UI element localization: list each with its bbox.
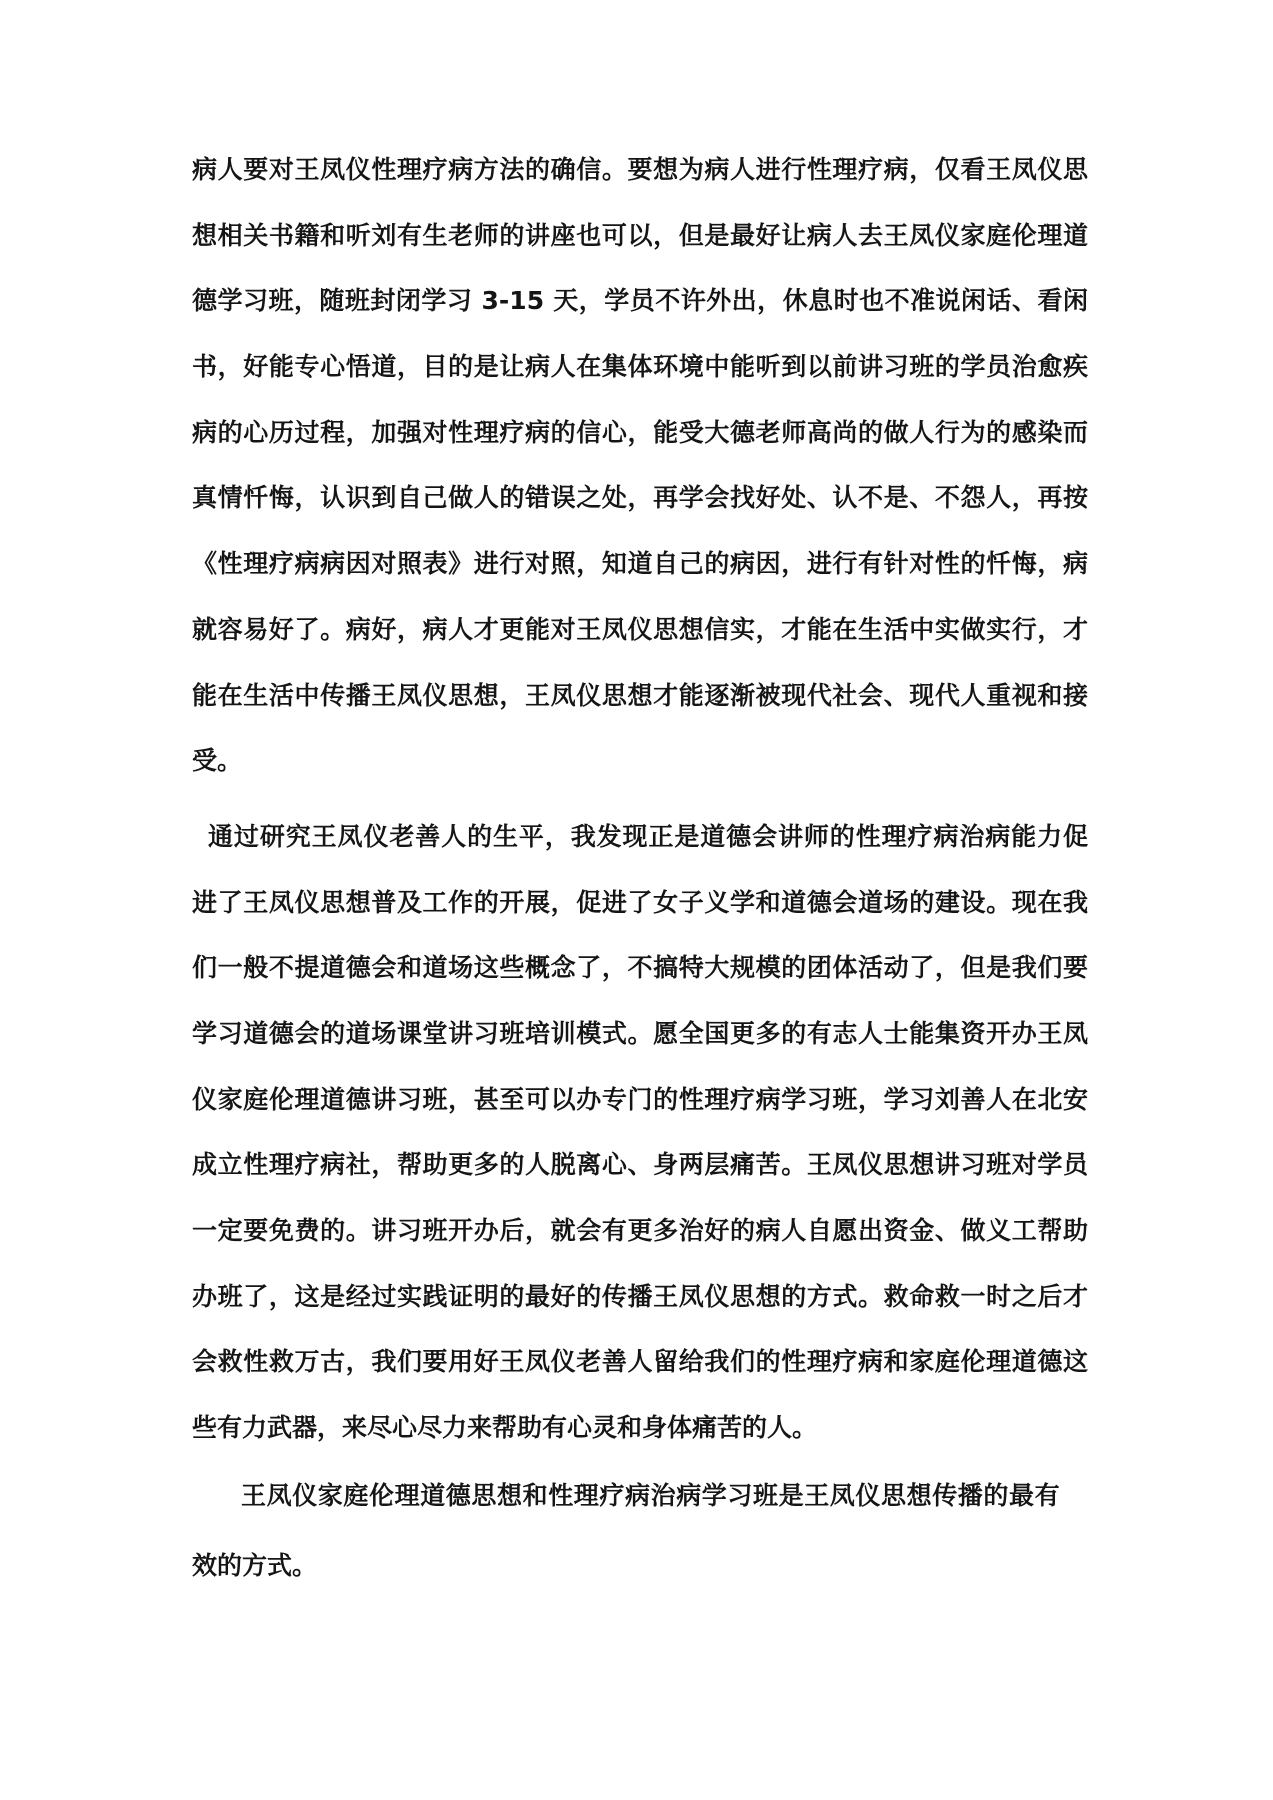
text-line: 仪家庭伦理道德讲习班，甚至可以办专门的性理疗病学习班，学习刘善人在北安 bbox=[192, 1084, 1088, 1114]
paragraph-3 bbox=[192, 1461, 1088, 1601]
text-line: 病人要对王凤仪性理疗病方法的确信。要想为病人进行性理疗病，仅看王凤仪思 bbox=[192, 155, 1088, 184]
text-line: 们一般不提道德会和道场这些概念了，不搞特大规模的团体活动了，但是我们要 bbox=[192, 953, 1088, 983]
paragraph-2 bbox=[192, 804, 1088, 1461]
text-line: 就容易好了。病好，病人才更能对王凤仪思想信实，才能在生活中实做实行，才 bbox=[192, 614, 1088, 644]
text-line: 办班了，这是经过实践证明的最好的传播王凤仪思想的方式。救命救一时之后才 bbox=[192, 1281, 1088, 1311]
document-body bbox=[192, 137, 1088, 1601]
text-line: 学习道德会的道场课堂讲习班培训模式。愿全国更多的有志人士能集资开办王凤 bbox=[192, 1018, 1088, 1048]
text-line: 进了王凤仪思想普及工作的开展，促进了女子义学和道德会道场的建设。现在我 bbox=[192, 887, 1088, 917]
text-line: 会救性救万古，我们要用好王凤仪老善人留给我们的性理疗病和家庭伦理道德这 bbox=[192, 1347, 1088, 1377]
text-line: 真情忏悔，认识到自己做人的错误之处，再学会找好处、认不是、不怨人，再按 bbox=[192, 483, 1088, 513]
text-line: 效的方式。 bbox=[192, 1550, 318, 1580]
text-line: 一定要免费的。讲习班开办后，就会有更多治好的病人自愿出资金、做义工帮助 bbox=[192, 1216, 1088, 1245]
text-line: 通过研究王凤仪老善人的生平，我发现正是道德会讲师的性理疗病治病能力促 bbox=[208, 821, 1088, 851]
text-line: 受。 bbox=[192, 746, 243, 776]
text-line: 能在生活中传播王凤仪思想，王凤仪思想才能逐渐被现代社会、现代人重视和接 bbox=[192, 680, 1088, 710]
text-line: 成立性理疗病社，帮助更多的人脱离心、身两层痛苦。王凤仪思想讲习班对学员 bbox=[192, 1150, 1088, 1180]
text-line: 想相关书籍和听刘有生老师的讲座也可以，但是最好让病人去王凤仪家庭伦理道 bbox=[192, 220, 1088, 250]
text-line: 德学习班，随班封闭学习 3-15 天，学员不许外出，休息时也不准说闲话、看闲 bbox=[192, 286, 1088, 316]
text-line: 书，好能专心悟道，目的是让病人在集体环境中能听到以前讲习班的学员治愈疾 bbox=[192, 352, 1088, 382]
text-line: 些有力武器，来尽心尽力来帮助有心灵和身体痛苦的人。 bbox=[192, 1413, 818, 1443]
paragraph-1 bbox=[192, 137, 1088, 794]
text-line: 《性理疗病病因对照表》进行对照，知道自己的病因，进行有针对性的忏悔，病 bbox=[192, 549, 1088, 579]
text-line: 王凤仪家庭伦理道德思想和性理疗病治病学习班是王凤仪思想传播的最有 bbox=[241, 1480, 1061, 1510]
text-line: 病的心历过程，加强对性理疗病的信心，能受大德老师高尚的做人行为的感染而 bbox=[192, 417, 1088, 447]
